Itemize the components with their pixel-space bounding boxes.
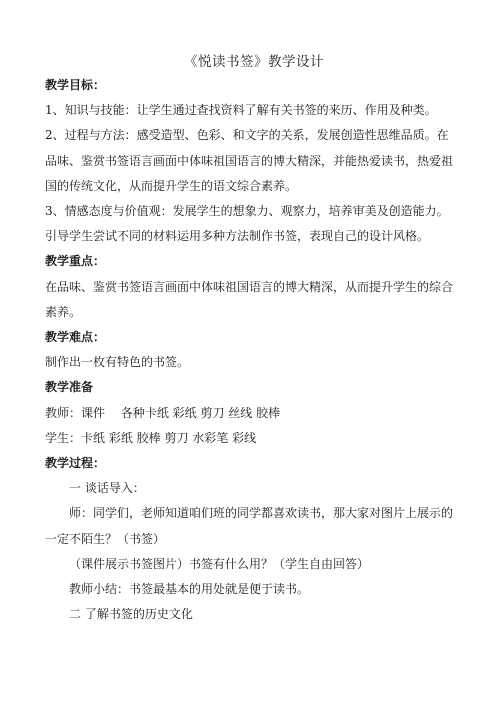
- document-title: 《悦读书签》教学设计: [184, 54, 324, 70]
- process-heading: 教学过程：: [45, 456, 106, 471]
- difficulty-text: 制作出一枚有特色的书签。: [45, 355, 190, 370]
- process-paragraph-1: 师：同学们，老师知道咱们班的同学都喜欢读书，那大家对图片上展示的一定不陌生？（书签）: [45, 506, 454, 546]
- process-paragraph-2: （课件展示书签图片）书签有什么用？（学生自由回答）: [69, 556, 370, 571]
- preparation-heading: 教学准备: [45, 380, 94, 395]
- difficulty-heading: 教学难点：: [45, 330, 106, 345]
- process-step-1: 一 谈话导入：: [69, 481, 145, 496]
- goals-heading: 教学目标：: [45, 78, 106, 92]
- goal-item-3: 3、情感态度与价值观：发展学生的想象力、观察力，培养审美及创造能力。引导学生尝试不同的材料运用多种方法制作书签，表现自己的设计风格。: [45, 204, 449, 244]
- process-step-2: 二 了解书签的历史文化: [69, 607, 193, 622]
- document-body: [45, 73, 460, 627]
- key-point-heading: 教学重点：: [45, 254, 106, 269]
- goal-item-1: 1、知识与技能：让学生通过查找资料了解有关书签的来历、作用及种类。: [45, 103, 437, 118]
- preparation-student: 学生：卡纸 彩纸 胶棒 剪刀 水彩笔 彩线: [45, 430, 257, 445]
- preparation-teacher: 教师：课件 各种卡纸 彩纸 剪刀 丝线 胶棒: [45, 405, 281, 420]
- process-paragraph-3: 教师小结：书签最基本的用处就是便于读书。: [69, 582, 310, 597]
- key-point-text: 在品味、鉴赏书签语言画面中体味祖国语言的博大精深，从而提升学生的综合素养。: [45, 279, 454, 319]
- goal-item-2: 2、过程与方法：感受造型、色彩、和文字的关系，发展创造性思维品质。在品味、鉴赏书签语言画面中体味祖国语言的博大精深，并能热爱读书，热爱祖国的传统文化，从而提升学生的语文综合素养。: [45, 128, 454, 193]
